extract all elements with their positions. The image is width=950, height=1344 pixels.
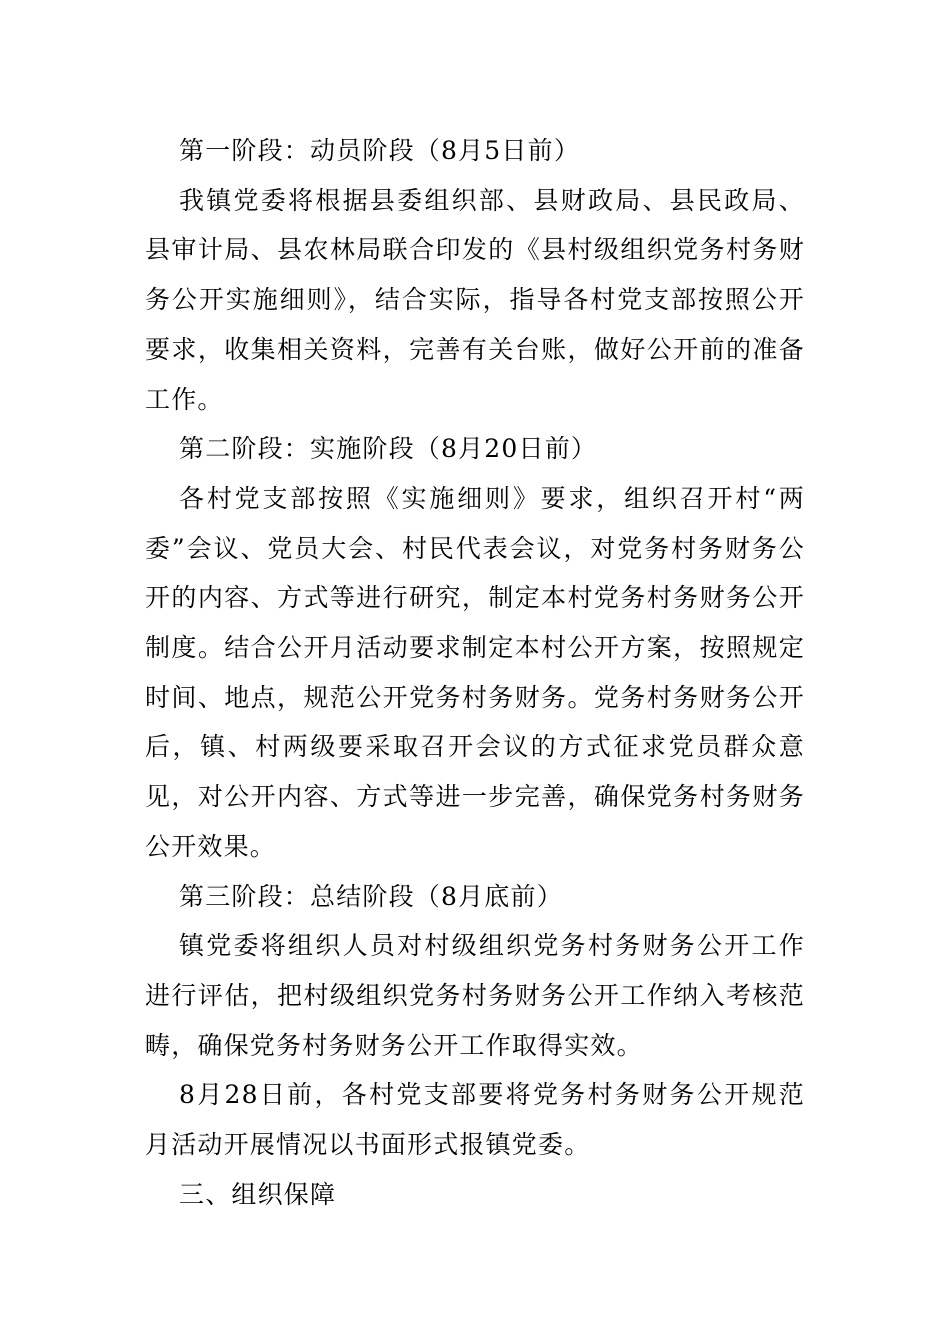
- stage-three-heading: 第三阶段：总结阶段（8月底前）: [179, 881, 563, 911]
- stage-two-paragraph: 各村党支部按照《实施细则》要求，组织召开村“两委”会议、党员大会、村民代表会议，对党务村务财务公开的内容、方式等进行研究，制定本村党务村务财务公开制度。结合公开月活动要求制定本村公开方案，按照规定时间、地点，规范公开党务村务财务。党务村务财务公开后，镇、村两级要采取召开会议的方式征求党员群众意见，对公开内容、方式等进一步完善，确保党务村务财务公开效果。: [145, 483, 805, 861]
- stage-three-paragraph: 镇党委将组织人员对村级组织党务村务财务公开工作进行评估，把村级组织党务村务财务公开工作纳入考核范畴，确保党务村务财务公开工作取得实效。: [145, 931, 805, 1060]
- stage-one-paragraph: 我镇党委将根据县委组织部、县财政局、县民政局、县审计局、县农林局联合印发的《县村级组织党务村务财务公开实施细则》，结合实际，指导各村党支部按照公开要求，收集相关资料，完善有关台账，做好公开前的准备工作。: [145, 185, 805, 414]
- deadline-paragraph: 8月28日前，各村党支部要将党务村务财务公开规范月活动开展情况以书面形式报镇党委。: [145, 1080, 805, 1160]
- section-three-heading: 三、组织保障: [179, 1179, 337, 1209]
- document-body: [145, 126, 805, 1219]
- stage-two-heading: 第二阶段：实施阶段（8月20日前）: [179, 434, 598, 464]
- stage-one-heading: 第一阶段：动员阶段（8月5日前）: [179, 136, 581, 165]
